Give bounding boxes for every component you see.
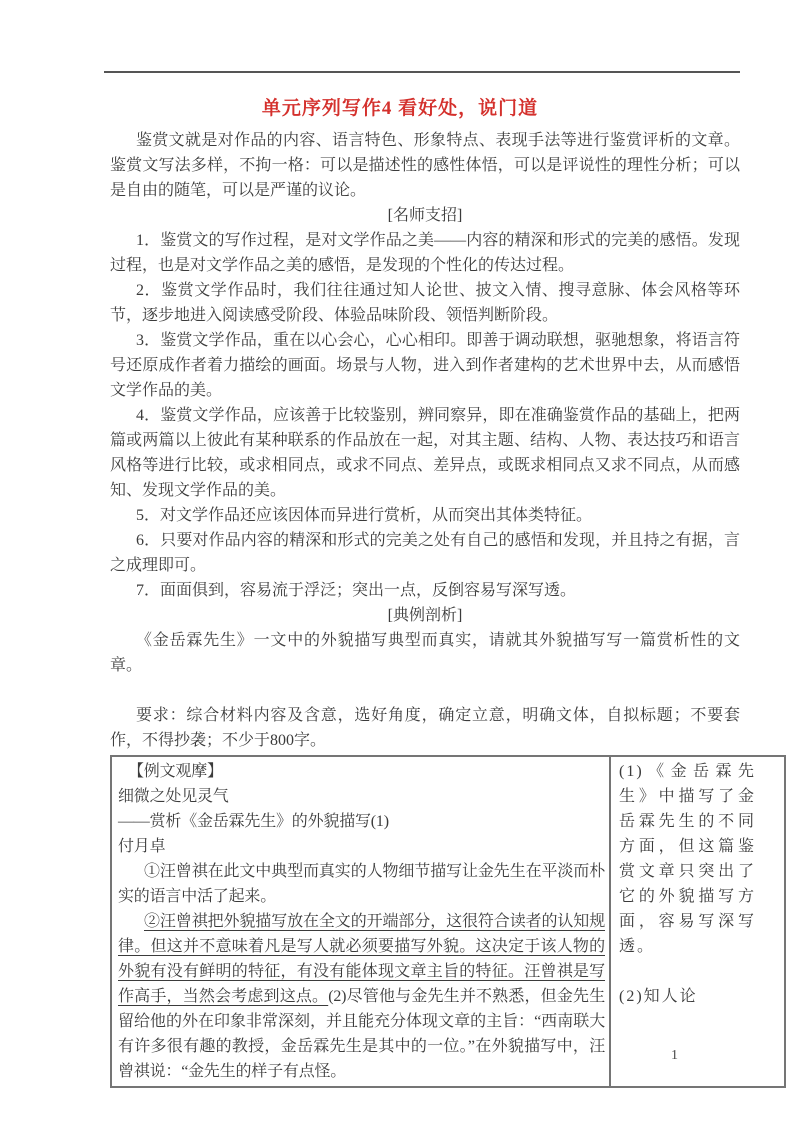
essay-author: 付月卓 bbox=[118, 838, 166, 855]
section-header-example: [典例剖析] bbox=[387, 607, 463, 624]
margin-notes-cell bbox=[610, 756, 785, 1087]
tip-item: 4．鉴赏文学作品，应该善于比较鉴别，辨同察异，即在准确鉴赏作品的基础上，把两篇或两篇以上彼此有某种联系的作品放在一起，对其主题、结构、人物、表达技巧和语言风格等进行比较，或求相同点，或求不同点、差异点，或既求相同点又求不同点，从而感知、发现文学作品的美。 bbox=[110, 407, 740, 499]
requirements-paragraph: 要求：综合材料内容及含意，选好角度，确定立意，明确文体，自拟标题；不要套作，不得抄袭；不少于800字。 bbox=[110, 707, 740, 749]
table-row bbox=[111, 756, 785, 1087]
underlined-passage: ②汪曾祺把外貌描写放在全文的开端部分，这很符合读者的认知规律。但这并不意味着凡是写人就必须要描写外貌。这决定于该人物的外貌有没有鲜明的特征，有没有能体现文章主旨的特征。汪曾祺是写作高手，当然会考虑到这点。 bbox=[118, 913, 605, 1005]
page-number: 1 bbox=[671, 1048, 678, 1063]
essay-paragraph-1: ①汪曾祺在此文中典型而真实的人物细节描写让金先生在平淡而朴实的语言中活了起来。 bbox=[118, 863, 605, 905]
essay-subtitle: ——赏析《金岳霖先生》的外貌描写(1) bbox=[118, 813, 389, 830]
blank-line bbox=[110, 678, 740, 703]
tip-item: 2．鉴赏文学作品时，我们往往通过知人论世、披文入情、搜寻意脉、体会风格等环节，逐步地进入阅读感受阶段、体验品味阶段、领悟判断阶段。 bbox=[110, 282, 740, 324]
example-prompt: 《金岳霖先生》一文中的外貌描写典型而真实，请就其外貌描写写一篇赏析性的文章。 bbox=[110, 632, 740, 674]
tip-item: 5．对文学作品还应该因体而异进行赏析，从而突出其体类特征。 bbox=[136, 507, 593, 524]
margin-note-1: (1)《金岳霖先生》中描写了金岳霖先生的不同方面，但这篇鉴赏文章只突出了它的外貌描写方面，容易写深写透。 bbox=[619, 763, 756, 955]
header-rule bbox=[104, 71, 740, 73]
margin-note-2: (2)知人论 bbox=[619, 988, 698, 1005]
tip-item: 1．鉴赏文的写作过程，是对文学作品之美——内容的精深和形式的完美的感悟。发现过程，也是对文学作品之美的感悟，是发现的个性化的传达过程。 bbox=[110, 232, 740, 274]
content-column bbox=[110, 94, 756, 1088]
example-table bbox=[110, 755, 786, 1088]
tip-item: 3．鉴赏文学作品，重在以心会心，心心相印。即善于调动联想，驱驰想象，将语言符号还原成作者着力描绘的画面。场景与人物，进入到作者建构的艺术世界中去，从而感悟文学作品的美。 bbox=[110, 332, 740, 399]
essay-title: 细微之处见灵气 bbox=[118, 788, 229, 805]
tip-item: 7．面面俱到，容易流于浮泛；突出一点，反倒容易写深写透。 bbox=[136, 582, 577, 599]
essay-cell bbox=[111, 756, 610, 1087]
essay-paragraph-2-rest: (2)尽管他与金先生并不熟悉，但金先生留给他的外在印象非常深刻，并且能充分体现文章的主旨：“西南联大有许多很有趣的教授，金岳霖先生是其中的一位。”在外貌描写中，汪曾祺说：“金先生的样子有点怪。 bbox=[118, 988, 605, 1080]
intro-paragraph: 鉴赏文就是对作品的内容、语言特色、形象特点、表现手法等进行鉴赏评析的文章。鉴赏文写法多样，不拘一格：可以是描述性的感性体悟，可以是评说性的理性分析；可以是自由的随笔，可以是严谨的议论。 bbox=[110, 132, 740, 199]
essay-label: 【例文观摩】 bbox=[128, 763, 223, 780]
section-header-tips: [名师支招] bbox=[387, 207, 463, 224]
essay-paragraph-2 bbox=[118, 909, 605, 1084]
tip-item: 6．只要对作品内容的精深和形式的完美之处有自己的感悟和发现，并且持之有据，言之成理即可。 bbox=[110, 532, 740, 574]
page-title: 单元序列写作4 看好处，说门道 bbox=[261, 98, 539, 119]
